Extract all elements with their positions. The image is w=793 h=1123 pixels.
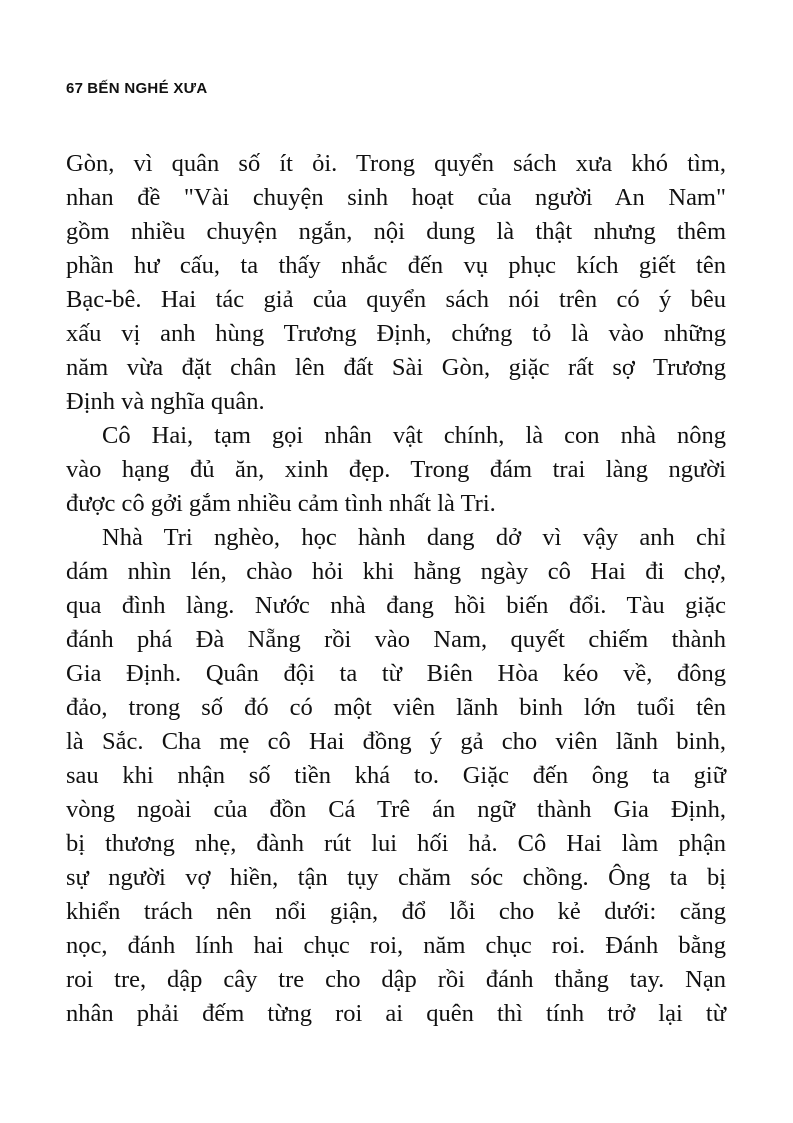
text-line: vòng ngoài của đồn Cá Trê án ngữ thành Gia Định, [66,796,726,823]
text-line: được cô gởi gắm nhiều cảm tình nhất là Tri. [66,490,496,517]
text-line: đảo, trong số đó có một viên lãnh binh lớn tuổi tên [66,694,726,721]
book-title: BẾN NGHÉ XƯA [87,80,208,97]
text-line: qua đình làng. Nước nhà đang hồi biến đổi. Tàu giặc [66,592,726,619]
text-line: năm vừa đặt chân lên đất Sài Gòn, giặc rất sợ Trương [66,354,726,381]
text-line: vào hạng đủ ăn, xinh đẹp. Trong đám trai làng người [66,456,726,483]
text-line: đánh phá Đà Nẵng rồi vào Nam, quyết chiếm thành [66,626,726,653]
text-line: Gòn, vì quân số ít ỏi. Trong quyển sách xưa khó tìm, [66,150,726,177]
text-line: Định và nghĩa quân. [66,388,265,415]
text-line: là Sắc. Cha mẹ cô Hai đồng ý gả cho viên lãnh binh, [66,728,726,755]
text-line: nhân phải đếm từng roi ai quên thì tính trở lại từ [66,1000,726,1027]
paragraph [66,521,726,1031]
text-line: xấu vị anh hùng Trương Định, chứng tỏ là vào những [66,320,726,347]
text-line: bị thương nhẹ, đành rút lui hối hả. Cô Hai làm phận [66,830,726,857]
paragraph [66,419,726,521]
text-line: sau khi nhận số tiền khá to. Giặc đến ông ta giữ [66,762,726,789]
text-line: Cô Hai, tạm gọi nhân vật chính, là con nhà nông [102,422,726,449]
text-line: Nhà Tri nghèo, học hành dang dở vì vậy anh chỉ [102,524,726,551]
running-header [66,80,212,97]
text-line: nhan đề "Vài chuyện sinh hoạt của người An Nam" [66,184,726,211]
body-text [66,147,726,1031]
text-line: khiển trách nên nổi giận, đổ lỗi cho kẻ dưới: căng [66,898,726,925]
text-line: dám nhìn lén, chào hỏi khi hằng ngày cô Hai đi chợ, [66,558,726,585]
text-line: roi tre, dập cây tre cho dập rồi đánh thẳng tay. Nạn [66,966,726,993]
text-line: Gia Định. Quân đội ta từ Biên Hòa kéo về, đông [66,660,726,687]
page-number: 67 [66,80,84,97]
text-line: nọc, đánh lính hai chục roi, năm chục roi. Đánh bằng [66,932,726,959]
text-line: phần hư cấu, ta thấy nhắc đến vụ phục kích giết tên [66,252,726,279]
text-line: sự người vợ hiền, tận tụy chăm sóc chồng. Ông ta bị [66,864,726,891]
text-line: gồm nhiều chuyện ngắn, nội dung là thật nhưng thêm [66,218,726,245]
text-line: Bạc-bê. Hai tác giả của quyển sách nói trên có ý bêu [66,286,726,313]
paragraph [66,147,726,419]
